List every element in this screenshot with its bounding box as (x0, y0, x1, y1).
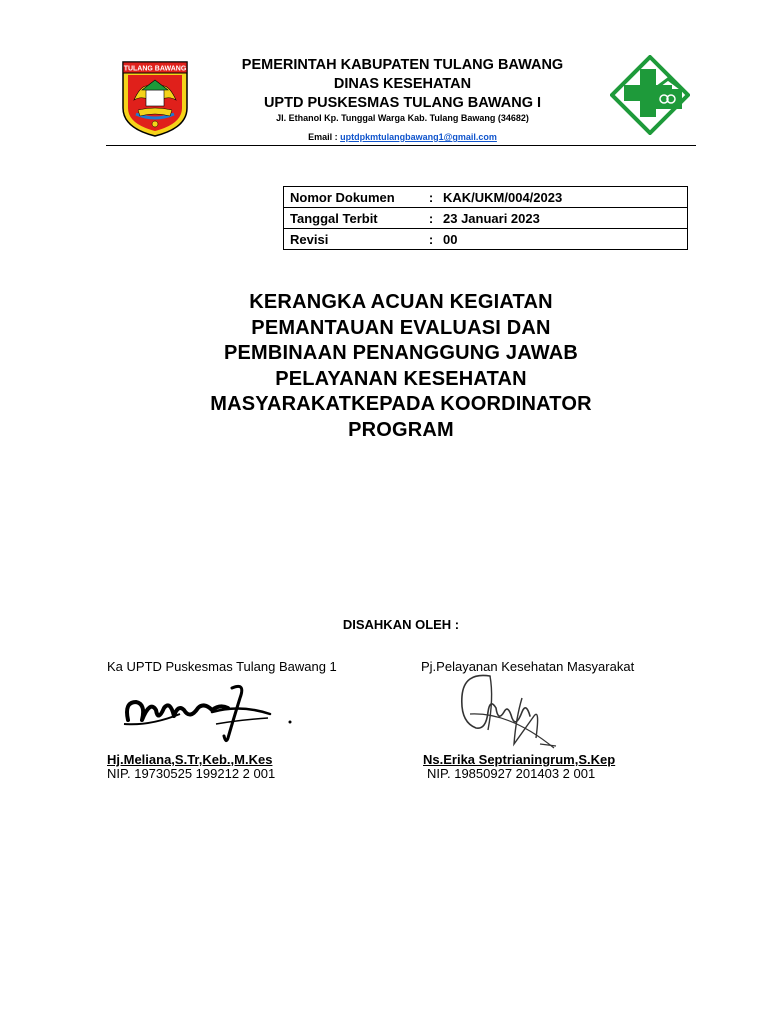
title-line: PEMBINAAN PENANGGUNG JAWAB (223, 342, 579, 364)
doc-number-value: KAK/UKM/004/2023 (437, 187, 688, 208)
separator: : (425, 187, 437, 208)
approval-heading: DISAHKAN OLEH : (342, 617, 460, 632)
email-link[interactable]: uptdpkmtulangbawang1@gmail.com (340, 132, 497, 142)
doc-number-label: Nomor Dokumen (284, 187, 426, 208)
revision-label: Revisi (284, 229, 426, 250)
title-line: PEMANTAUAN EVALUASI DAN (251, 316, 551, 339)
table-row (284, 208, 688, 229)
title-line: PROGRAM (348, 418, 454, 441)
logo-text: TULANG BAWANG (123, 65, 187, 73)
header-department: DINAS KESEHATAN (333, 76, 472, 92)
email-label: Email : (308, 132, 341, 142)
right-signer-nip: NIP. 19850927 201403 2 001 (427, 766, 596, 781)
right-signer-role: Pj.Pelayanan Kesehatan Masyarakat (421, 659, 635, 674)
left-signer-name: Hj.Meliana,S.Tr,Keb.,M.Kes (107, 752, 273, 767)
document-title (100, 290, 702, 443)
table-row (284, 229, 688, 250)
header-divider (106, 145, 696, 146)
right-signer-name: Ns.Erika Septrianingrum,S.Kep (423, 752, 616, 767)
header-institution: UPTD PUSKESMAS TULANG BAWANG I (263, 95, 542, 111)
header-address: Jl. Ethanol Kp. Tunggal Warga Kab. Tulang Bawang (34682) (276, 113, 529, 123)
title-line: MASYARAKATKEPADA KOORDINATOR (210, 393, 592, 415)
header-email-row (180, 132, 625, 142)
title-line: KERANGKA ACUAN KEGIATAN (249, 291, 553, 313)
revision-value: 00 (437, 229, 688, 250)
left-signer-role: Ka UPTD Puskesmas Tulang Bawang 1 (107, 659, 337, 674)
left-signature (120, 680, 300, 750)
table-row (284, 187, 688, 208)
right-signature (450, 668, 560, 754)
issue-date-label: Tanggal Terbit (284, 208, 426, 229)
separator: : (425, 208, 437, 229)
title-line: PELAYANAN KESEHATAN (275, 367, 527, 390)
document-info-table (283, 186, 688, 250)
left-signer-nip: NIP. 19730525 199212 2 001 (107, 766, 276, 781)
issue-date-value: 23 Januari 2023 (437, 208, 688, 229)
separator: : (425, 229, 437, 250)
header-government: PEMERINTAH KABUPATEN TULANG BAWANG (241, 57, 564, 73)
